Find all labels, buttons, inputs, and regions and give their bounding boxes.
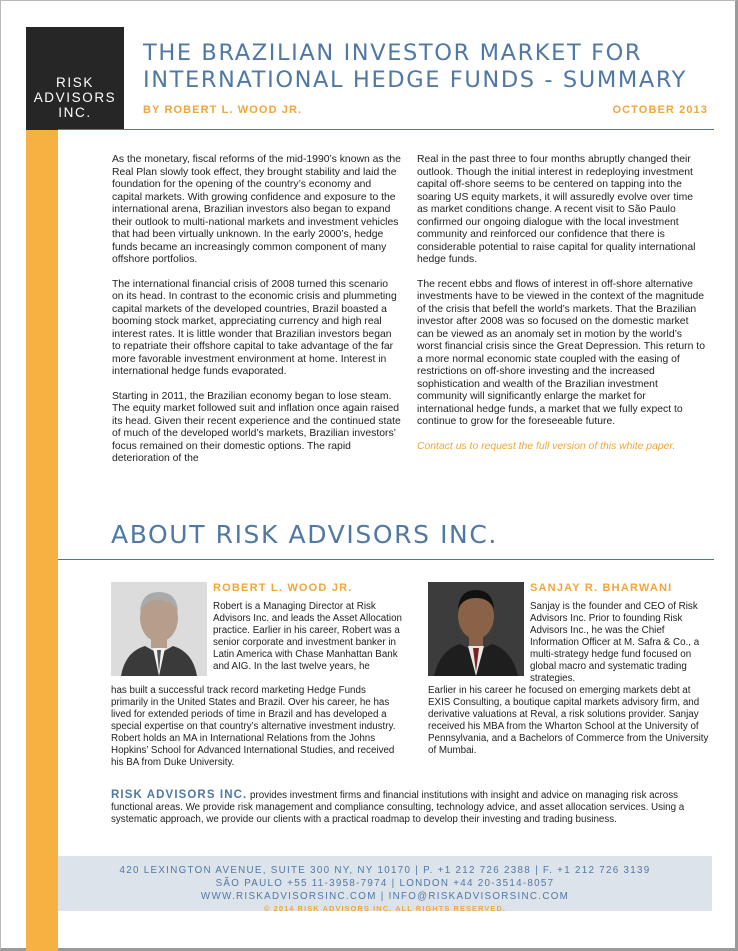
sanjay-bharwani-photo [428, 582, 524, 676]
article-paragraph: The international financial crisis of 2008 turned this scenario on its head. In contrast to the economic crisis and plummeting capital markets of the developed countries, Brazil boasted a booming stock market, appreciating currency and high real interest rates. It is little wonder that Brazilian investors began to repatriate their offshore capital to take advantage of the far more favorable investment environment at home. Interest in international hedge funds evaporated. [112, 278, 397, 377]
byline: BY ROBERT L. WOOD JR. [143, 104, 303, 116]
article-paragraph: Starting in 2011, the Brazilian economy began to lose steam. The equity market followed suit and inflation once again raised its head. Given their recent experience and the continued state of much of the developed world’s markets, Brazilian investors’ focus remained on their domestic options. The rapid deterioration of the [112, 390, 401, 464]
company-name: RISK ADVISORS INC. [111, 789, 248, 801]
article-right-column [417, 154, 705, 465]
header-divider [58, 129, 714, 130]
footer-web-email[interactable]: WWW.RISKADVISORSINC.COM | INFO@RISKADVISORSINC.COM [200, 891, 570, 902]
footer-address: 420 LEXINGTON AVENUE, SUITE 300 NY, NY 10170 | P. +1 212 726 2388 | F. +1 212 726 3139 [119, 865, 651, 876]
accent-bar [26, 130, 58, 951]
company-description [111, 789, 711, 826]
publication-date: OCTOBER 2013 [612, 104, 708, 116]
bio-text-sanjay-bottom: Earlier in his career he focused on emerging markets debt at EXIS Consulting, a boutique capital markets advisory firm, and derivative valuations at Reval, a risk solutions provider. Sanjay received his MBA from the Wharton School at the University of Pennsylvania, and a Bachelors of Commerce from the University of Mumbai. [428, 685, 709, 756]
bio-text-robert-top: Robert is a Managing Director at Risk Advisors Inc. and leads the Asset Allocation practice. Earlier in his career, Robert was a senior corporate and investment banker in Latin America with Chase Manhattan Bank and AIG. In the last twelve years, he [213, 601, 402, 672]
article-paragraph: As the monetary, fiscal reforms of the mid-1990’s known as the Real Plan slowly took effect, they brought stability and laid the foundation for the opening of the country’s economy and capital markets. With growing confidence and exposure to the international arena, Brazilian investors also began to expand their outlook to multi-national markets and investment vehicles that had been virtually unknown. In the early 2000’s, hedge funds became an increasingly common component of many offshore portfolios. [112, 154, 401, 265]
bio-name-sanjay: SANJAY R. BHARWANI [530, 582, 673, 594]
article-paragraph: Real in the past three to four months abruptly changed their outlook. Though the initial interest in redeploying investment capital off-shore seems to be centered on tapping into the soaring US equity markets, it will assuredly evolve over time as market conditions change. A recent visit to São Paulo confirmed our ongoing dialogue with the local investment community and reinforced our confidence that there is considerable potential to raise capital for quality international hedge funds. [417, 154, 696, 265]
title-line-1: THE BRAZILIAN INVESTOR MARKET FOR [143, 40, 643, 66]
document-title [143, 40, 723, 94]
bio-text-sanjay-top: Sanjay is the founder and CEO of Risk Advisors Inc. Prior to founding Risk Advisors Inc., he was the Chief Information Officer at M. Safra & Co., a multi-strategy hedge fund focused on global macro and systematic trading strategies. [530, 601, 700, 684]
about-divider [58, 559, 714, 560]
article-left-column [112, 154, 402, 478]
footer-offices: SÃO PAULO +55 11-3958-7974 | LONDON +44 20-3514-8057 [215, 878, 555, 889]
logo-line-1: RISK [56, 75, 94, 90]
title-line-2: INTERNATIONAL HEDGE FUNDS - SUMMARY [143, 67, 687, 93]
robert-wood-photo [111, 582, 207, 676]
about-heading: ABOUT RISK ADVISORS INC. [111, 520, 498, 549]
company-text: provides investment firms and financial institutions with insight and advice on managing risk across functional areas. We provide risk management and compliance consulting, technology advice, and asset allocation services. Using a systematic approach, we provide our clients with a practical roadmap to develop their investing and trading business. [111, 790, 685, 825]
contact-link[interactable]: Contact us to request the full version of this white paper. [417, 440, 676, 452]
bio-name-robert: ROBERT L. WOOD JR. [213, 582, 353, 594]
bio-text-robert-bottom: has built a successful track record marketing Hedge Funds primarily in the United States and Brazil. Over his career, he has lived for extended periods of time in Brazil and has developed a special expertise on that country’s alternative investment industry. Robert holds an MA in International Relations from the Johns Hopkins’ School for Advanced International Studies, and received his BA from Duke University. [111, 685, 396, 768]
contact-footer [58, 856, 712, 911]
logo-line-3: INC. [58, 105, 92, 120]
company-logo [26, 27, 124, 130]
article-paragraph: The recent ebbs and flows of interest in off-shore alternative investments have to be viewed in the context of the magnitude of the crisis that befell the world’s markets. That the Brazilian investor after 2008 was so focused on the domestic market can be viewed as an anomaly set in motion by the world’s worst financial crisis since the Great Depression. This return to a more normal economic state coupled with the easing of restrictions on off-shore investing and the increased sophistication and wealth of the Brazilian investment community will significantly enlarge the market for international hedge funds, a market that we fully expect to continue to grow for the foreseeable future. [417, 278, 705, 427]
logo-line-2: ADVISORS [33, 90, 117, 105]
copyright: © 2014 RISK ADVISORS INC. ALL RIGHTS RESERVED. [263, 904, 507, 913]
